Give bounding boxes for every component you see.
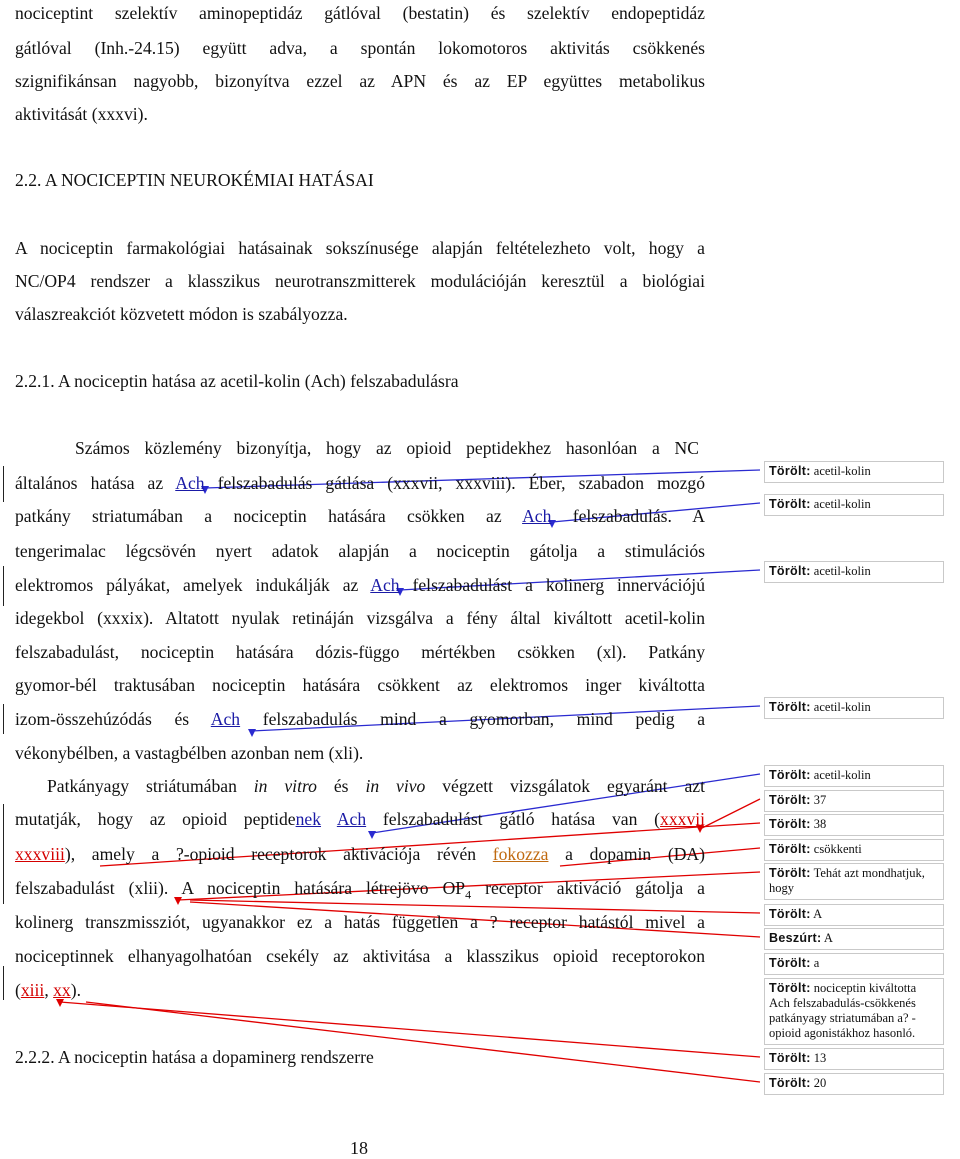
revision-balloon[interactable]: Törölt: 13	[764, 1048, 944, 1070]
text-run: receptor aktiváció gátolja a	[471, 878, 705, 898]
inserted-text: Ach	[370, 575, 400, 595]
change-bar	[3, 704, 4, 734]
reference: xlii	[134, 878, 159, 898]
subsection-heading: 2.2.2. A nociceptin hatása a dopaminerg rendszerre	[15, 1047, 374, 1067]
change-bar	[3, 466, 4, 502]
text-line: felszabadulást, nociceptin hatására dózis-függo mértékben csökken (xl). Patkány	[15, 642, 705, 662]
revision-balloon[interactable]: Beszúrt: A	[764, 928, 944, 950]
text-line: gyomor-bél traktusában nociceptin hatására csökkent az elektromos inger kiváltotta	[15, 675, 705, 695]
text-run: ).	[70, 980, 81, 1000]
caret-marker	[368, 831, 376, 839]
text-line	[15, 979, 81, 1001]
italic-text: in vivo	[365, 776, 426, 796]
text-run: ). A nociceptin hatására létrejövo OP	[158, 878, 466, 898]
inserted-text: Ach	[522, 506, 552, 526]
text-run: izom-összehúzódás és	[15, 709, 211, 729]
inserted-reference: xiii	[20, 980, 45, 1000]
changed-text: fokozza	[492, 844, 549, 864]
revision-balloon[interactable]: Törölt: acetil-kolin	[764, 461, 944, 483]
text-line	[15, 708, 705, 730]
revision-balloon[interactable]: Törölt: csökkenti	[764, 839, 944, 861]
text-run: elektromos pályákat, amelyek indukálják az	[15, 575, 371, 595]
revision-balloon[interactable]: Törölt: A	[764, 904, 944, 926]
text-line	[47, 775, 705, 797]
text-run: felszabadulás. A	[551, 506, 705, 526]
revision-balloon[interactable]: Törölt: acetil-kolin	[764, 494, 944, 516]
revision-balloon[interactable]: Törölt: Tehát azt mondhatjuk, hogy	[764, 863, 944, 900]
text-run: (	[15, 980, 21, 1000]
subsection-heading: 2.2.1. A nociceptin hatása az acetil-kolin (Ach) felszabadulásra	[15, 371, 459, 391]
text-run: patkány striatumában a nociceptin hatására csökken az	[15, 506, 523, 526]
text-run: ), amely a ?-opioid receptorok aktivációja révén	[64, 844, 493, 864]
text-line: NC/OP4 rendszer a klasszikus neurotranszmitterek modulációján keresztül a biológiai	[15, 271, 705, 291]
text-line: tengerimalac légcsövén nyert adatok alapján a nociceptin gátolja a stimulációs	[15, 541, 705, 561]
text-line	[15, 472, 705, 494]
section-heading: 2.2. A NOCICEPTIN NEUROKÉMIAI HATÁSAI	[15, 170, 374, 190]
text-line: aktivitását (xxxvi).	[15, 104, 148, 124]
italic-text: in vitro	[253, 776, 317, 796]
text-line	[15, 877, 705, 906]
revision-balloon[interactable]: Törölt: nociceptin kiváltotta Ach felszabadulás-csökkenés patkányagy striatumában a? -opioid agonistákhoz hasonló.	[764, 978, 944, 1045]
text-run: felszabadulást (	[15, 878, 135, 898]
text-run: a dopamin (DA)	[548, 844, 705, 864]
text-line: szignifikánsan nagyobb, bizonyítva ezzel az APN és az EP együttes metabolikus	[15, 71, 705, 91]
page-number: 18	[350, 1138, 368, 1158]
revision-balloon[interactable]: Törölt: a	[764, 953, 944, 975]
text-line: kolinerg transzmissziót, ugyanakkor ez a hatás független a ? receptor hatástól mivel a	[15, 912, 705, 932]
text-line	[15, 843, 705, 865]
text-line: nociceptinnek elhanyagolhatóan csekély az aktivitása a klasszikus opioid receptorokon	[15, 946, 705, 966]
text-run: felszabadulást a kolinerg innervációjú	[399, 575, 705, 595]
text-line: válaszreakciót közvetett módon is szabályozza.	[15, 304, 348, 324]
text-run: felszabadulás mind a gyomorban, mind pedig a	[240, 709, 706, 729]
text-line: Számos közlemény bizonyítja, hogy az opioid peptidekhez hasonlóan a NC	[75, 438, 699, 458]
inserted-text: nek	[295, 809, 322, 829]
text-line	[15, 574, 705, 596]
inserted-reference: xx	[53, 980, 71, 1000]
change-bar	[3, 966, 4, 1000]
text-run: felszabadulást gátló hatása van (	[366, 809, 661, 829]
revision-balloon[interactable]: Törölt: 37	[764, 790, 944, 812]
text-line	[15, 808, 705, 830]
revision-balloon[interactable]: Törölt: acetil-kolin	[764, 765, 944, 787]
text-line: idegekbol (xxxix). Altatott nyulak retináján vizsgálva a fény által kiváltott acetil-kolin	[15, 608, 705, 628]
text-line: gátlóval (Inh.-24.15) együtt adva, a spontán lokomotoros aktivitás csökkenés	[15, 38, 705, 58]
inserted-text: Ach	[210, 709, 241, 729]
inserted-text: Ach	[336, 809, 367, 829]
text-run: és	[316, 776, 366, 796]
inserted-text: Ach	[175, 473, 205, 493]
text-run: általános hatása az	[15, 473, 176, 493]
revision-balloon[interactable]: Törölt: acetil-kolin	[764, 697, 944, 719]
change-bar	[3, 804, 4, 904]
subscript: 4	[465, 887, 472, 902]
revision-balloon[interactable]: Törölt: acetil-kolin	[764, 561, 944, 583]
change-bar	[3, 566, 4, 606]
text-run: végzett vizsgálatok egyaránt azt	[425, 776, 705, 796]
caret-marker	[248, 729, 256, 737]
text-run: ,	[44, 980, 54, 1000]
connector-line	[86, 1002, 760, 1082]
text-run: felszabadulás gátlása (xxxvii, xxxviii). Éber, szabadon mozgó	[204, 473, 705, 493]
text-line: nociceptint szelektív aminopeptidáz gátlóval (bestatin) és szelektív endopeptidáz	[15, 3, 705, 23]
inserted-reference: xxxvii	[660, 809, 706, 829]
text-line: A nociceptin farmakológiai hatásainak sokszínusége alapján feltételezheto volt, hogy a	[15, 238, 705, 258]
inserted-reference: xxxviii	[15, 844, 65, 864]
revision-balloon[interactable]: Törölt: 38	[764, 814, 944, 836]
text-line: vékonybélben, a vastagbélben azonban nem (xli).	[15, 743, 364, 763]
text-run: Patkányagy striátumában	[47, 776, 254, 796]
text-line	[15, 505, 705, 527]
revision-balloon[interactable]: Törölt: 20	[764, 1073, 944, 1095]
text-run: mutatják, hogy az opioid peptide	[15, 809, 296, 829]
